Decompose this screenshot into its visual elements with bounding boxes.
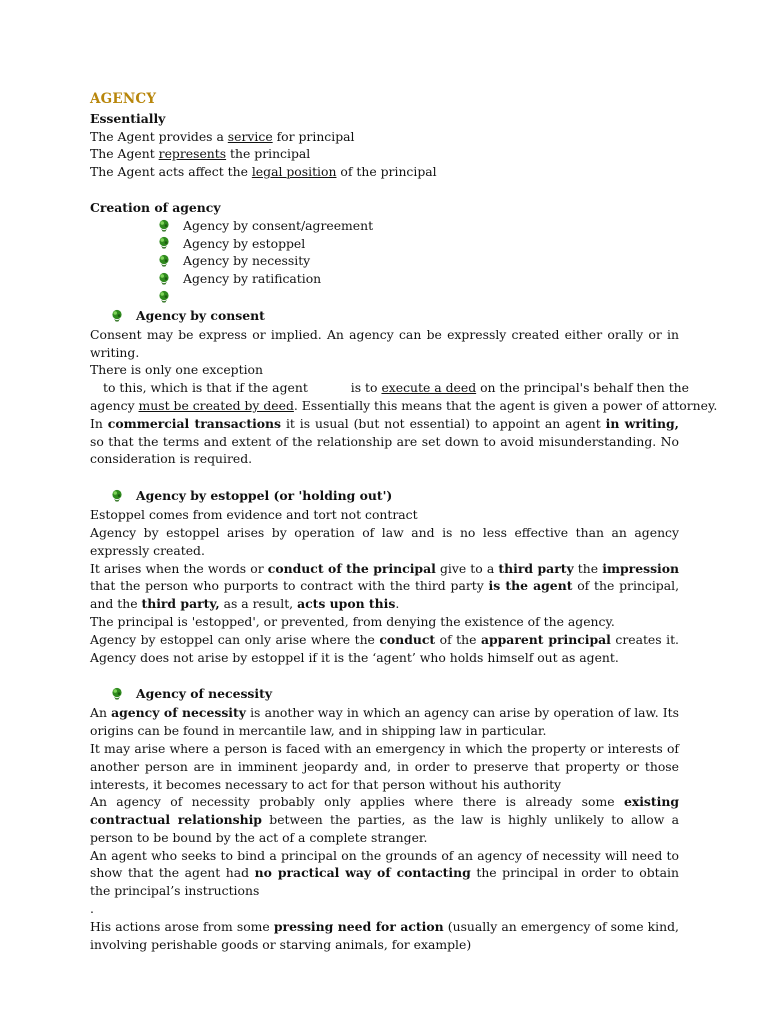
estoppel-paragraph-3: It arises when the words or conduct of the principal give to a third party the impression that the person who purports to contract with the third party is the agent of the principal, and the third party, as a result, acts upon this. xyxy=(90,560,680,612)
essentially-heading: Essentially xyxy=(90,110,166,126)
creation-list xyxy=(157,217,679,306)
necessity-paragraph-2: It may arise where a person is faced with an emergency in which the property or interests of another person are in imminent jeopardy and, in order to preserve that property or those interests, it becomes necessary to act for that person without his authority xyxy=(90,740,679,792)
necessity-paragraph-5: . xyxy=(90,901,94,917)
creation-heading: Creation of agency xyxy=(90,199,221,215)
list-item: Agency by ratification xyxy=(157,270,679,288)
essentially-line-2: The Agent represents the principal xyxy=(90,146,311,162)
green-bullet-icon xyxy=(110,309,124,323)
consent-paragraph-1: Consent may be express or implied. An agency can be expressly created either orally or in writing. xyxy=(90,326,679,360)
essentially-line-1: The Agent provides a service for principal xyxy=(90,128,355,144)
list-item: Agency by estoppel xyxy=(157,235,679,253)
document-title: AGENCY xyxy=(90,91,157,107)
section-heading-estoppel: Agency by estoppel (or 'holding out') xyxy=(110,486,679,506)
consent-paragraph-2: There is only one exception xyxy=(90,362,263,378)
necessity-paragraph-4: An agent who seeks to bind a principal on the grounds of an agency of necessity will need to show that the agent had no practical way of contacting the principal in order to obtain the principal’s instructions xyxy=(90,847,679,899)
document-page xyxy=(90,91,718,953)
list-item: Agency by consent/agreement xyxy=(157,217,679,235)
essentially-line-3: The Agent acts affect the legal position of the principal xyxy=(90,164,437,180)
necessity-paragraph-3: An agency of necessity probably only applies where there is already some existing contractual relationship between the parties, as the law is highly unlikely to allow a person to be bound by the act of a complete stranger. xyxy=(90,794,679,845)
green-bullet-icon xyxy=(157,219,171,233)
green-bullet-icon xyxy=(110,687,124,701)
consent-paragraph-3: to this, which is that if the agent is to execute a deed on the principal's behalf then the xyxy=(103,380,689,396)
green-bullet-icon xyxy=(157,236,171,250)
estoppel-paragraph-4: The principal is 'estopped', or prevented, from denying the existence of the agency. xyxy=(90,613,615,629)
section-heading-necessity: Agency of necessity xyxy=(110,684,679,704)
consent-paragraph-4: agency must be created by deed. Essentially this means that the agent is given a power of attorney. xyxy=(90,397,718,413)
estoppel-paragraph-2: Agency by estoppel arises by operation of law and is no less effective than an agency expressly created. xyxy=(90,524,679,558)
green-bullet-icon xyxy=(157,290,171,304)
green-bullet-icon xyxy=(157,254,171,268)
green-bullet-icon xyxy=(110,489,124,503)
necessity-paragraph-6: His actions arose from some pressing need for action (usually an emergency of some kind, involving perishable goods or starving animals, for example) xyxy=(90,918,680,952)
green-bullet-icon xyxy=(157,272,171,286)
estoppel-paragraph-1: Estoppel comes from evidence and tort not contract xyxy=(90,507,418,523)
necessity-paragraph-1: An agency of necessity is another way in which an agency can arise by operation of law. Its origins can be found in mercantile law, and in shipping law in particular. xyxy=(90,705,680,739)
consent-paragraph-5: In commercial transactions it is usual (but not essential) to appoint an agent in writing, so that the terms and extent of the relationship are set down to avoid misunderstanding. No consideration is required. xyxy=(90,415,679,467)
estoppel-paragraph-5: Agency by estoppel can only arise where the conduct of the apparent principal creates it. Agency does not arise by estoppel if it is the ‘agent’ who holds himself out as agent. xyxy=(90,631,679,665)
list-item: Agency by necessity xyxy=(157,252,679,270)
section-heading-consent: Agency by consent xyxy=(110,306,679,326)
list-item xyxy=(157,288,679,306)
